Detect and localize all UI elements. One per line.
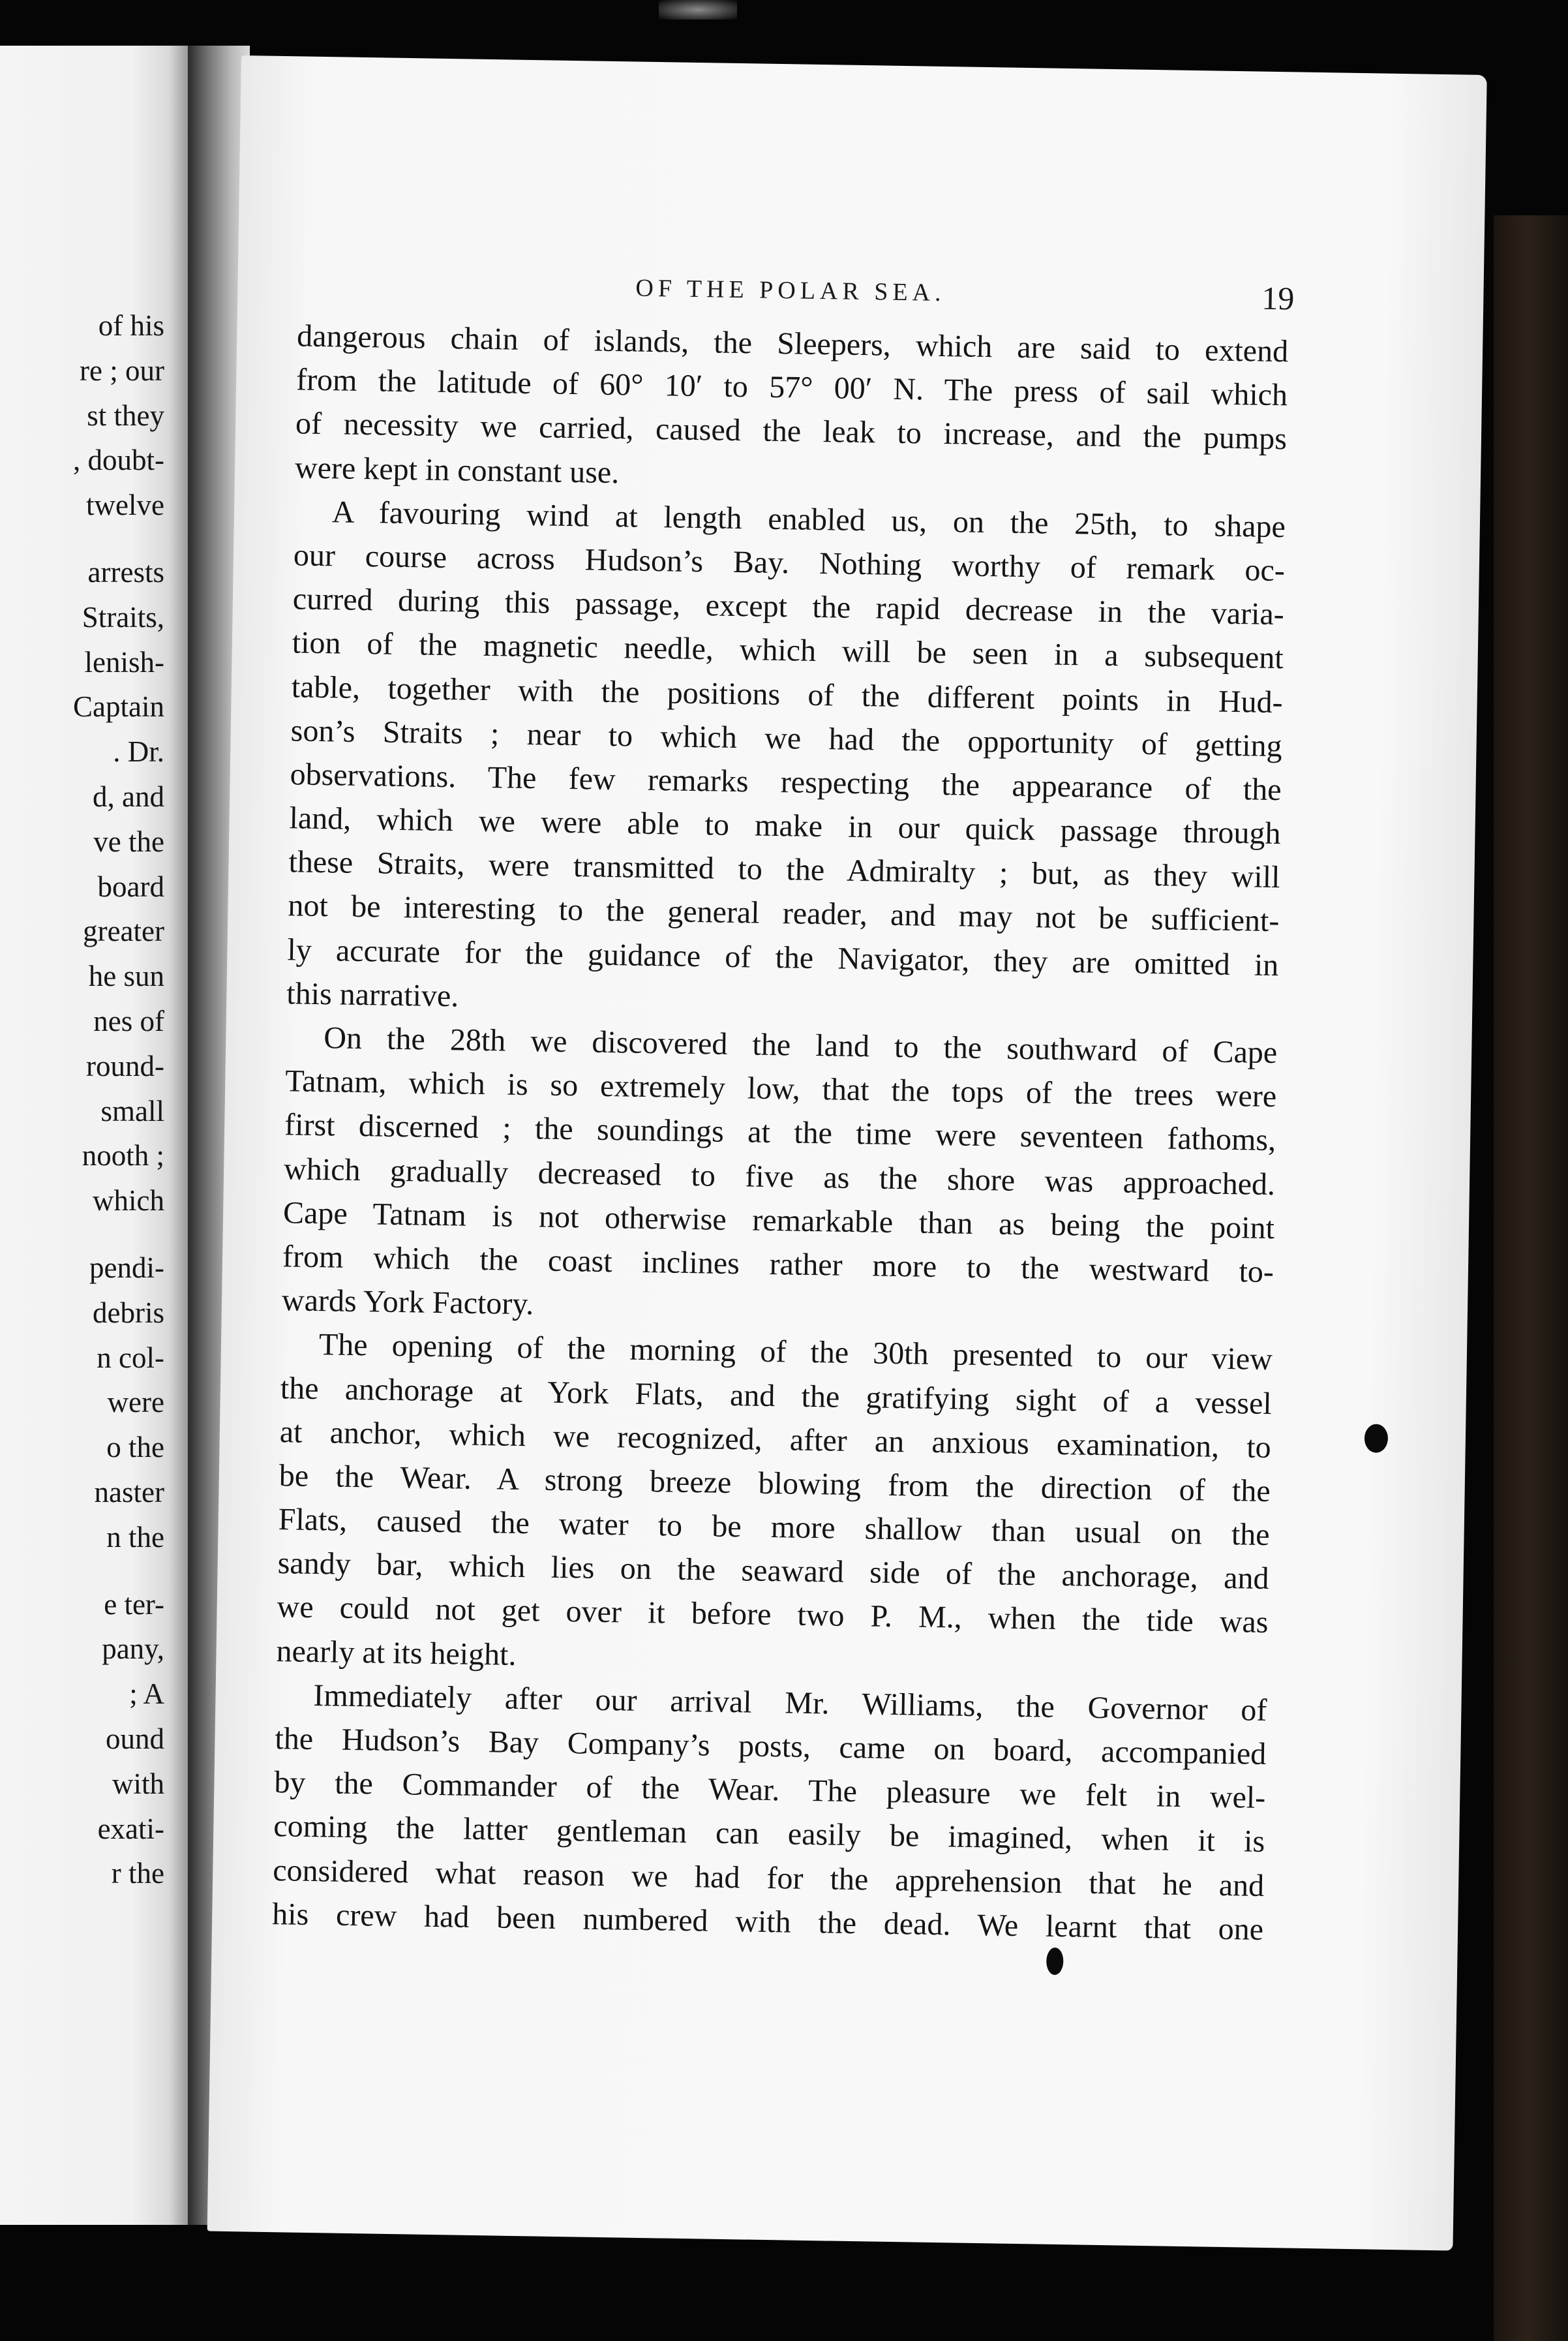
text-line: dangerous chain of islands, the Sleepers, which are said to extend	[296, 318, 1289, 369]
text-line: A favouring wind at length enabled us, on the 25th, to shape	[331, 495, 1286, 544]
left-line: n the	[106, 1520, 164, 1553]
left-line: arrests	[87, 555, 164, 589]
text-line: Immediately after our arrival Mr. Williams, the Governor of	[313, 1677, 1267, 1728]
text-line: the anchorage at York Flats, and the gratifying sight of a vessel	[280, 1370, 1273, 1421]
page-number: 19	[1261, 279, 1295, 317]
right-page	[207, 55, 1487, 2251]
text-line: not be interesting to the general reader, and may not be sufficient-	[288, 888, 1280, 939]
left-line: st they	[87, 399, 164, 432]
text-line: Cape Tatnam is not otherwise remarkable than as being the point	[282, 1195, 1275, 1246]
text-line: wards York Factory.	[281, 1283, 534, 1322]
text-line: first discerned ; the soundings at the time were seventeen fathoms,	[284, 1107, 1276, 1158]
left-line: pendi-	[89, 1251, 164, 1284]
text-line: table, together with the positions of the different points in Hud-	[291, 669, 1284, 720]
left-line: d, and	[93, 780, 164, 813]
running-head: OF THE POLAR SEA.	[635, 274, 946, 307]
text-line: nearly at its height.	[276, 1633, 517, 1672]
left-line: board	[97, 870, 164, 903]
text-line: observations. The few remarks respecting the appearance of the	[290, 757, 1282, 808]
text-line: of necessity we carried, caused the leak to increase, and the pumps	[295, 406, 1288, 457]
text-line: Tatnam, which is so extremely low, that the tops of the trees were	[284, 1063, 1277, 1114]
left-line: debris	[93, 1296, 164, 1329]
left-line: Straits,	[82, 600, 164, 634]
left-line: lenish-	[84, 645, 164, 679]
text-line: by the Commander of the Wear. The pleasure we felt in wel-	[274, 1765, 1266, 1816]
text-line: the Hudson’s Bay Company’s posts, came on board, accompanied	[275, 1721, 1267, 1771]
left-line: . Dr.	[113, 735, 164, 769]
text-line: considered what reason we had for the apprehension that he and	[272, 1852, 1265, 1903]
left-line: which	[93, 1184, 164, 1217]
left-line: re ; our	[80, 354, 164, 387]
text-line: Flats, caused the water to be more shallow than usual on the	[278, 1502, 1270, 1553]
left-line: r the	[111, 1857, 164, 1890]
left-line: o the	[106, 1431, 164, 1464]
left-line: small	[100, 1094, 164, 1127]
text-line: which gradually decreased to five as the shore was approached.	[283, 1151, 1276, 1202]
left-line: e ter-	[104, 1587, 164, 1621]
left-line: of his	[98, 309, 164, 342]
body-text	[272, 314, 1289, 1951]
ink-blot	[1364, 1424, 1389, 1453]
text-line: we could not get over it before two P. M., when the tide was	[277, 1589, 1269, 1640]
text-line: coming the latter gentleman can easily be imagined, when it is	[273, 1809, 1265, 1859]
left-line: with	[112, 1767, 164, 1800]
left-line: pany,	[102, 1632, 164, 1666]
left-line-gap	[73, 1560, 164, 1582]
left-line: twelve	[86, 489, 164, 522]
text-line: this narrative.	[286, 976, 459, 1014]
left-line: round-	[86, 1049, 164, 1082]
text-line: from the latitude of 60° 10′ to 57° 00′ N. The press of sail which	[295, 362, 1288, 413]
text-line: curred during this passage, except the rapid decrease in the varia-	[292, 581, 1285, 632]
text-line: sandy bar, which lies on the seaward side of the anchorage, and	[277, 1546, 1269, 1597]
left-line: n col-	[97, 1341, 164, 1374]
left-line: greater	[83, 915, 164, 948]
text-line: On the 28th we discovered the land to the southward of Cape	[323, 1020, 1278, 1071]
left-line: ; A	[129, 1677, 164, 1711]
text-line: our course across Hudson’s Bay. Nothing worthy of remark oc-	[293, 538, 1286, 589]
text-line: son’s Straits ; near to which we had the opportunity of getting	[290, 713, 1282, 763]
left-line: nooth ;	[82, 1139, 164, 1172]
text-line: at anchor, which we recognized, after an anxious examination, to	[279, 1414, 1272, 1465]
text-line: his crew had been numbered with the dead. We learnt that one	[271, 1896, 1264, 1947]
left-facing-page	[0, 46, 188, 2225]
text-line: were kept in constant use.	[294, 450, 620, 490]
left-line: , doubt-	[73, 444, 164, 477]
text-line: ly accurate for the guidance of the Navigator, they are omitted in	[287, 932, 1279, 983]
left-line-gap	[73, 528, 164, 550]
left-line: exati-	[97, 1812, 164, 1845]
left-line: ve the	[93, 825, 164, 858]
top-ornament	[659, 0, 737, 20]
text-line: land, which we were able to make in our quick passage through	[289, 801, 1281, 851]
left-page-text	[73, 303, 164, 1896]
left-line: were	[107, 1386, 164, 1419]
book-edge	[1494, 215, 1568, 2341]
left-line-gap	[73, 1223, 164, 1246]
text-line: be the Wear. A strong breeze blowing from the direction of the	[279, 1458, 1271, 1508]
left-line: Captain	[73, 690, 164, 724]
left-line: naster	[94, 1475, 164, 1508]
left-line: nes of	[93, 1004, 164, 1037]
text-line: The opening of the morning of the 30th presented to our view	[318, 1327, 1273, 1377]
text-line: from which the coast inclines rather more to the westward to-	[282, 1239, 1274, 1290]
left-line: he sun	[88, 960, 164, 993]
text-line: these Straits, were transmitted to the Admiralty ; but, as they will	[288, 844, 1280, 895]
left-line: ound	[106, 1722, 164, 1755]
ink-blot	[1046, 1948, 1064, 1975]
text-line: tion of the magnetic needle, which will be seen in a subsequent	[292, 625, 1284, 676]
